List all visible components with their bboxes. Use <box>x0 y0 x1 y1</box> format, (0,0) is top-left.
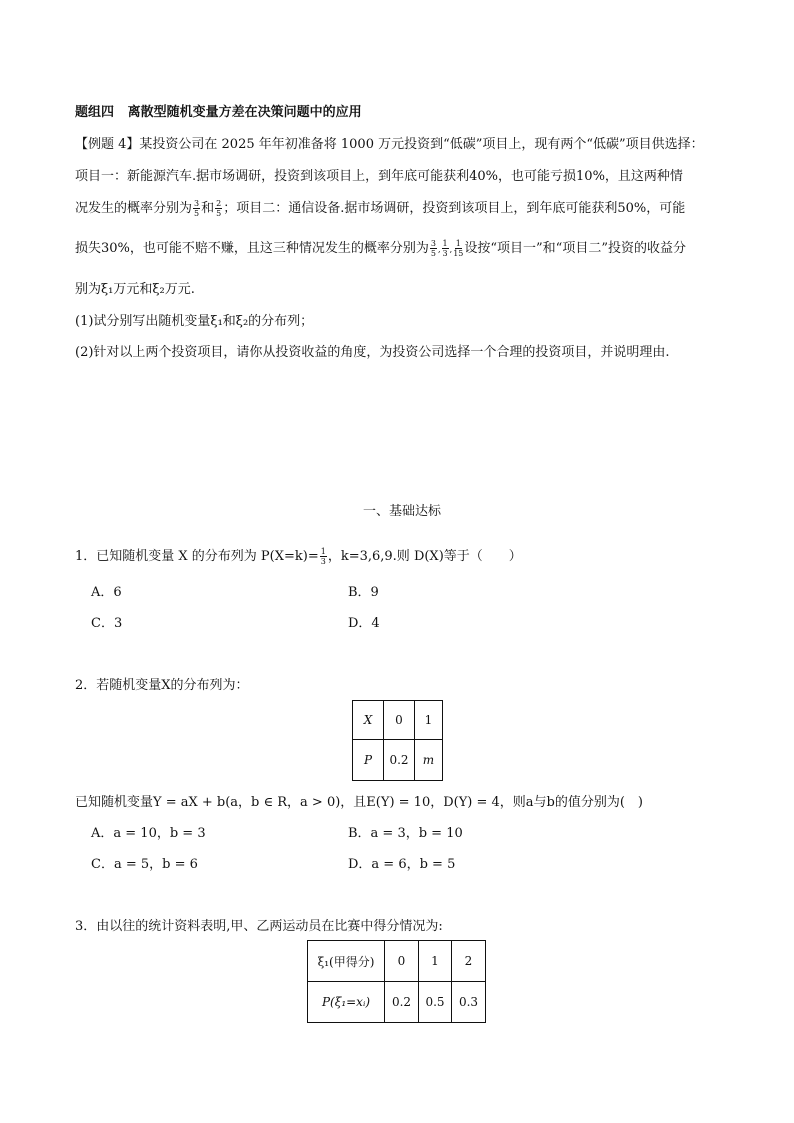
example-line-4: 损失30%，也可能不赔不赚，且这三种情况发生的概率分别为 $\frac{3}{5}$ , $\frac{1}{3}$ , $\frac{1}{15}$ 设按“项目一”和“项目二”投资的收益分 <box>75 239 686 258</box>
section-header <box>75 101 362 120</box>
table-cell: P(ξ₁=xᵢ) <box>308 982 385 1023</box>
table-cell: 0 <box>384 701 415 740</box>
table-cell: 0.2 <box>385 982 419 1023</box>
table-cell: 1 <box>419 941 452 982</box>
table-cell: 0.2 <box>384 740 415 781</box>
q2-option-c: C．a = 5，b = 6 <box>91 857 198 872</box>
q2-distribution-table <box>352 700 443 781</box>
fraction: $\frac{2}{5}$ <box>216 199 222 218</box>
example-line-3-a: 况发生的概率分别为 <box>75 201 193 216</box>
q2-condition: 已知随机变量Y = aX + b(a，b ∈ R，a > 0)，且E(Y) = 10，D(Y) = 4，则a与b的值分别为( ) <box>75 795 644 810</box>
example-line-3-b: 和 <box>201 201 215 216</box>
example-line-2: 项目一：新能源汽车.据市场调研，投资到该项目上，到年底可能获利40%，也可能亏损10%，且这两种情 <box>75 169 683 184</box>
table-row <box>353 701 443 740</box>
table-row <box>308 982 486 1023</box>
fraction: $\frac{1}{3}$ <box>442 239 448 258</box>
q2-option-b: B．a = 3，b = 10 <box>348 826 463 841</box>
q1-option-c: C．3 <box>91 616 123 631</box>
table-cell: 0 <box>385 941 419 982</box>
q2-option-d: D．a = 6，b = 5 <box>348 857 456 872</box>
example-line-4-b: 设按“项目一”和“项目二”投资的收益分 <box>464 241 686 256</box>
question-2-stem: 2．若随机变量X的分布列为： <box>75 678 249 693</box>
example-line-5: 别为ξ₁万元和ξ₂万元. <box>75 282 195 297</box>
table-row <box>308 941 486 982</box>
fraction: $\frac{1}{3}$ <box>320 547 326 566</box>
q1-option-b: B．9 <box>348 585 379 600</box>
table-cell: X <box>353 701 384 740</box>
question-1-stem: 1．已知随机变量 X 的分布列为 P(X=k)= $\frac{1}{3}$ ，k=3,6,9.则 D(X)等于（ ） <box>75 547 522 566</box>
question-3-stem: 3．由以往的统计资料表明,甲、乙两运动员在比赛中得分情况为: <box>75 919 443 934</box>
q2-option-a: A．a = 10，b = 3 <box>91 826 206 841</box>
example-question-2: (2)针对以上两个投资项目，请你从投资收益的角度，为投资公司选择一个合理的投资项目，并说明理由. <box>75 345 670 360</box>
table-cell: 2 <box>452 941 486 982</box>
q3-distribution-table <box>307 940 486 1023</box>
example-line-1: 【例题 4】某投资公司在 2025 年年初准备将 1000 万元投资到“低碳”项目上，现有两个“低碳”项目供选择： <box>75 137 704 152</box>
table-cell: 0.3 <box>452 982 486 1023</box>
section-title: 一、基础达标 <box>363 504 442 519</box>
group-title: 离散型随机变量方差在决策问题中的应用 <box>127 105 362 120</box>
table-cell: P <box>353 740 384 781</box>
fraction: $\frac{3}{5}$ <box>194 199 200 218</box>
example-line-3-c: ；项目二：通信设备.据市场调研，投资到该项目上，到年底可能获利50%，可能 <box>223 201 686 216</box>
table-cell: ξ₁(甲得分) <box>308 941 385 982</box>
table-cell: m <box>415 740 443 781</box>
table-cell: 0.5 <box>419 982 452 1023</box>
table-row <box>353 740 443 781</box>
fraction: $\frac{1}{15}$ <box>453 239 464 258</box>
example-line-4-a: 损失30%，也可能不赔不赚，且这三种情况发生的概率分别为 <box>75 241 429 256</box>
q1-option-a: A．6 <box>91 585 122 600</box>
example-line-3 <box>75 197 685 218</box>
table-cell: 1 <box>415 701 443 740</box>
example-question-1: (1)试分别写出随机变量ξ₁和ξ₂的分布列； <box>75 314 314 329</box>
q1-option-d: D．4 <box>348 616 380 631</box>
fraction: $\frac{3}{5}$ <box>430 239 436 258</box>
group-label: 题组四 <box>75 105 115 120</box>
